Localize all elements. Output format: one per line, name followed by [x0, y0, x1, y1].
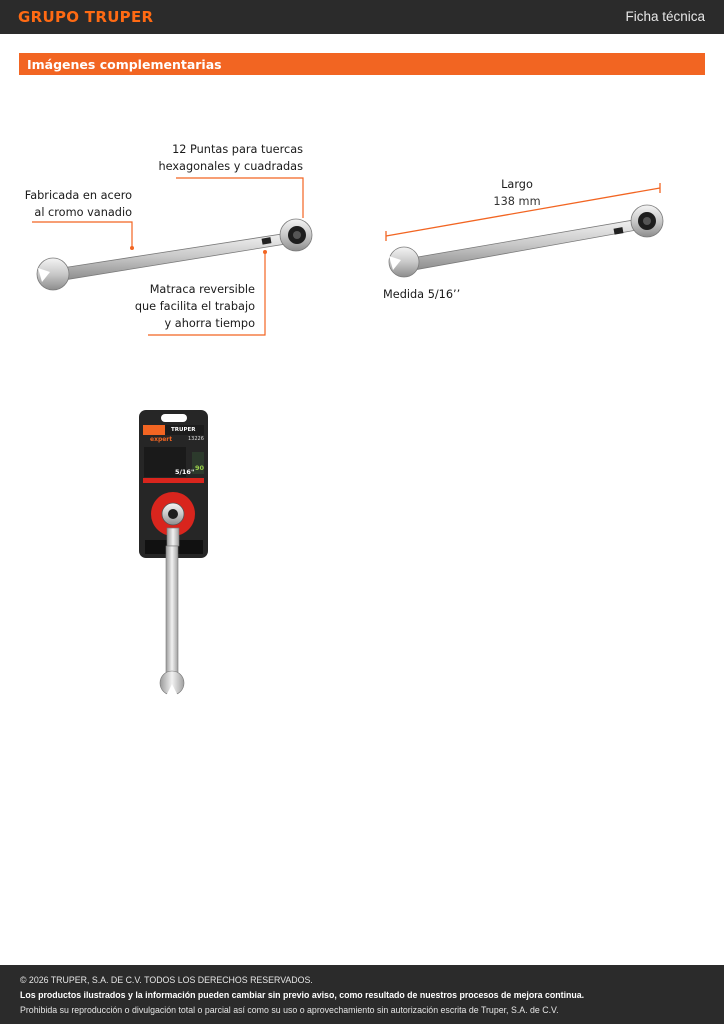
callout-tips-line2: hexagonales y cuadradas — [158, 160, 303, 173]
footer-prohibition: Prohibida su reproducción o divulgación total o parcial así como su uso o aprovechamiento sin autorización escrita de Truper, S.A. de C.V. — [20, 1005, 559, 1015]
package-degrees: 90 — [195, 464, 205, 472]
document-type: Ficha técnica — [625, 9, 705, 24]
package-code: 13226 — [188, 436, 204, 442]
length-value: 138 mm — [493, 195, 541, 208]
length-annotation — [477, 176, 557, 210]
wrench-annotated — [37, 219, 312, 290]
footer-notice: Los productos ilustrados y la información pueden cambiar sin previo aviso, como resultado de nuestros procesos de mejora continua. — [20, 990, 585, 1000]
length-label: Largo — [501, 178, 533, 191]
size-label: Medida 5/16’’ — [383, 288, 461, 301]
callout-material-line1: Fabricada en acero — [24, 189, 132, 202]
callout-tips-line1: 12 Puntas para tuercas — [172, 143, 303, 156]
callout-tips — [150, 141, 303, 175]
package-subbrand: expert — [150, 436, 173, 443]
callout-ratchet-line3: y ahorra tiempo — [164, 317, 255, 330]
brand-logo: GRUPO TRUPER — [18, 8, 154, 26]
section-title: Imágenes complementarias — [27, 57, 222, 72]
callout-ratchet-line1: Matraca reversible — [149, 283, 255, 296]
footer-copyright: © 2026 TRUPER, S.A. DE C.V. TODOS LOS DERECHOS RESERVADOS. — [20, 975, 313, 985]
callout-ratchet — [120, 281, 255, 332]
callout-material-line2: al cromo vanadio — [34, 206, 132, 219]
callout-material — [20, 187, 132, 221]
footer — [0, 965, 724, 1024]
package-brand: TRUPER — [171, 427, 196, 433]
packaged-wrench — [139, 410, 208, 696]
wrench-dimension — [389, 205, 663, 277]
package-size: 5/16" — [175, 468, 195, 476]
callout-ratchet-line2: que facilita el trabajo — [134, 300, 255, 313]
